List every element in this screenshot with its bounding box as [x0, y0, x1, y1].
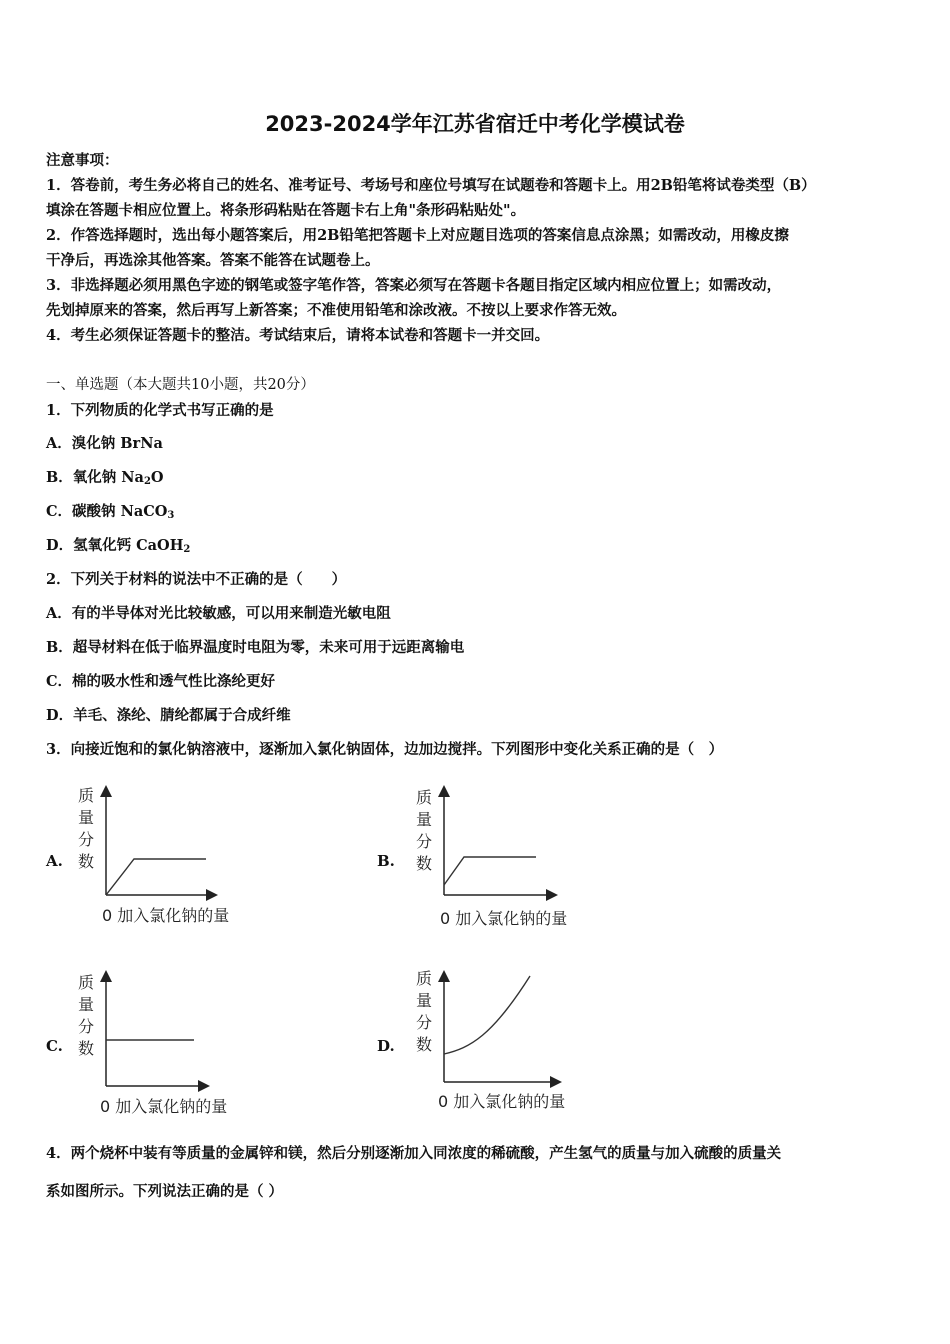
svg-text:分: 分: [416, 832, 433, 851]
q3-option-a-label: A.: [46, 852, 63, 870]
notice-line: 干净后，再选涂其他答案。答案不能答在试题卷上。: [46, 252, 380, 269]
q3-graph-d: [410, 966, 610, 1116]
svg-text:质: 质: [78, 786, 95, 805]
q1-option-d: D．氢氧化钙 CaOH$_2$: [46, 537, 191, 555]
y-axis-label: [78, 973, 94, 1058]
notice-line: 4．考生必须保证答题卡的整洁。考试结束后，请将本试卷和答题卡一并交回。: [46, 327, 550, 344]
page-title: 2023-2024学年江苏省宿迁中考化学模试卷: [265, 112, 685, 136]
q3-option-b-label: B.: [377, 852, 395, 870]
x-axis-label: 0 加入氯化钠的量: [102, 906, 230, 925]
svg-text:质: 质: [416, 788, 433, 807]
q3-graph-c: [72, 970, 272, 1120]
svg-text:量: 量: [416, 991, 433, 1010]
svg-text:数: 数: [416, 854, 433, 873]
question-4-stem-line2: 系如图所示。下列说法正确的是（ ）: [46, 1183, 284, 1200]
section-heading: 一、单选题（本大题共10小题，共20分）: [46, 377, 315, 393]
svg-text:质: 质: [416, 969, 433, 988]
notice-heading: 注意事项：: [46, 152, 119, 169]
q1-option-b: B．氧化钠 $Na_2O$: [46, 469, 164, 487]
notice-line: 填涂在答题卡相应位置上。将条形码粘贴在答题卡右上角"条形码粘贴处"。: [46, 202, 526, 219]
notice-line: 先划掉原来的答案，然后再写上新答案；不准使用铅笔和涂改液。不按以上要求作答无效。: [46, 302, 626, 319]
svg-text:量: 量: [78, 995, 95, 1014]
q1-option-c: C．碳酸钠 NaCO$_3$: [46, 503, 175, 521]
question-4-stem-line1: 4．两个烧杯中装有等质量的金属锌和镁，然后分别逐渐加入同浓度的稀硫酸，产生氢气的质量与加入硫酸的质量关: [46, 1145, 782, 1162]
y-axis-label: [416, 969, 432, 1054]
svg-text:分: 分: [78, 830, 95, 849]
question-3-stem: 3．向接近饱和的氯化钠溶液中，逐渐加入氯化钠固体，边加边搅拌。下列图形中变化关系正确的是（ ）: [46, 741, 724, 758]
notice-line: 2．作答选择题时，选出每小题答案后，用2B铅笔把答题卡上对应题目选项的答案信息点涂黑；如需改动，用橡皮擦: [46, 227, 789, 244]
q2-option-a: A．有的半导体对光比较敏感，可以用来制造光敏电阻: [46, 605, 391, 622]
question-2-stem: 2．下列关于材料的说法中不正确的是（ ）: [46, 571, 347, 588]
q3-option-d-label: D.: [377, 1037, 395, 1055]
q3-option-c-label: C.: [46, 1037, 63, 1055]
svg-text:量: 量: [78, 808, 95, 827]
x-axis-label: 0 加入氯化钠的量: [438, 1092, 566, 1111]
q3-graph-b: [410, 785, 610, 935]
notice-line: 3．非选择题必须用黑色字迹的钢笔或签字笔作答，答案必须写在答题卡各题目指定区域内相应位置上；如需改动，: [46, 277, 782, 294]
svg-text:量: 量: [416, 810, 433, 829]
graph-curve: [106, 859, 206, 895]
q2-option-c: C．棉的吸水性和透气性比涤纶更好: [46, 673, 276, 690]
notice-line: 1．答卷前，考生务必将自己的姓名、准考证号、考场号和座位号填写在试题卷和答题卡上。用2B铅笔将试卷类型（B）: [46, 177, 816, 194]
q3-graph-a: [72, 783, 272, 933]
x-axis-label: 0 加入氯化钠的量: [440, 909, 568, 928]
svg-text:质: 质: [78, 973, 95, 992]
y-axis-label: [416, 788, 432, 873]
q1-option-a: A．溴化钠 BrNa: [46, 435, 163, 452]
svg-text:分: 分: [416, 1013, 433, 1032]
svg-text:分: 分: [78, 1017, 95, 1036]
svg-text:数: 数: [416, 1035, 433, 1054]
svg-text:数: 数: [78, 1039, 95, 1058]
q2-option-d: D．羊毛、涤纶、腈纶都属于合成纤维: [46, 707, 291, 724]
graph-curve: [444, 857, 536, 885]
x-axis-label: 0 加入氯化钠的量: [100, 1097, 228, 1116]
y-axis-label: [78, 786, 94, 871]
graph-curve: [444, 976, 530, 1054]
q2-option-b: B．超导材料在低于临界温度时电阻为零，未来可用于远距离输电: [46, 639, 465, 656]
svg-text:数: 数: [78, 852, 95, 871]
question-1-stem: 1．下列物质的化学式书写正确的是: [46, 402, 274, 419]
